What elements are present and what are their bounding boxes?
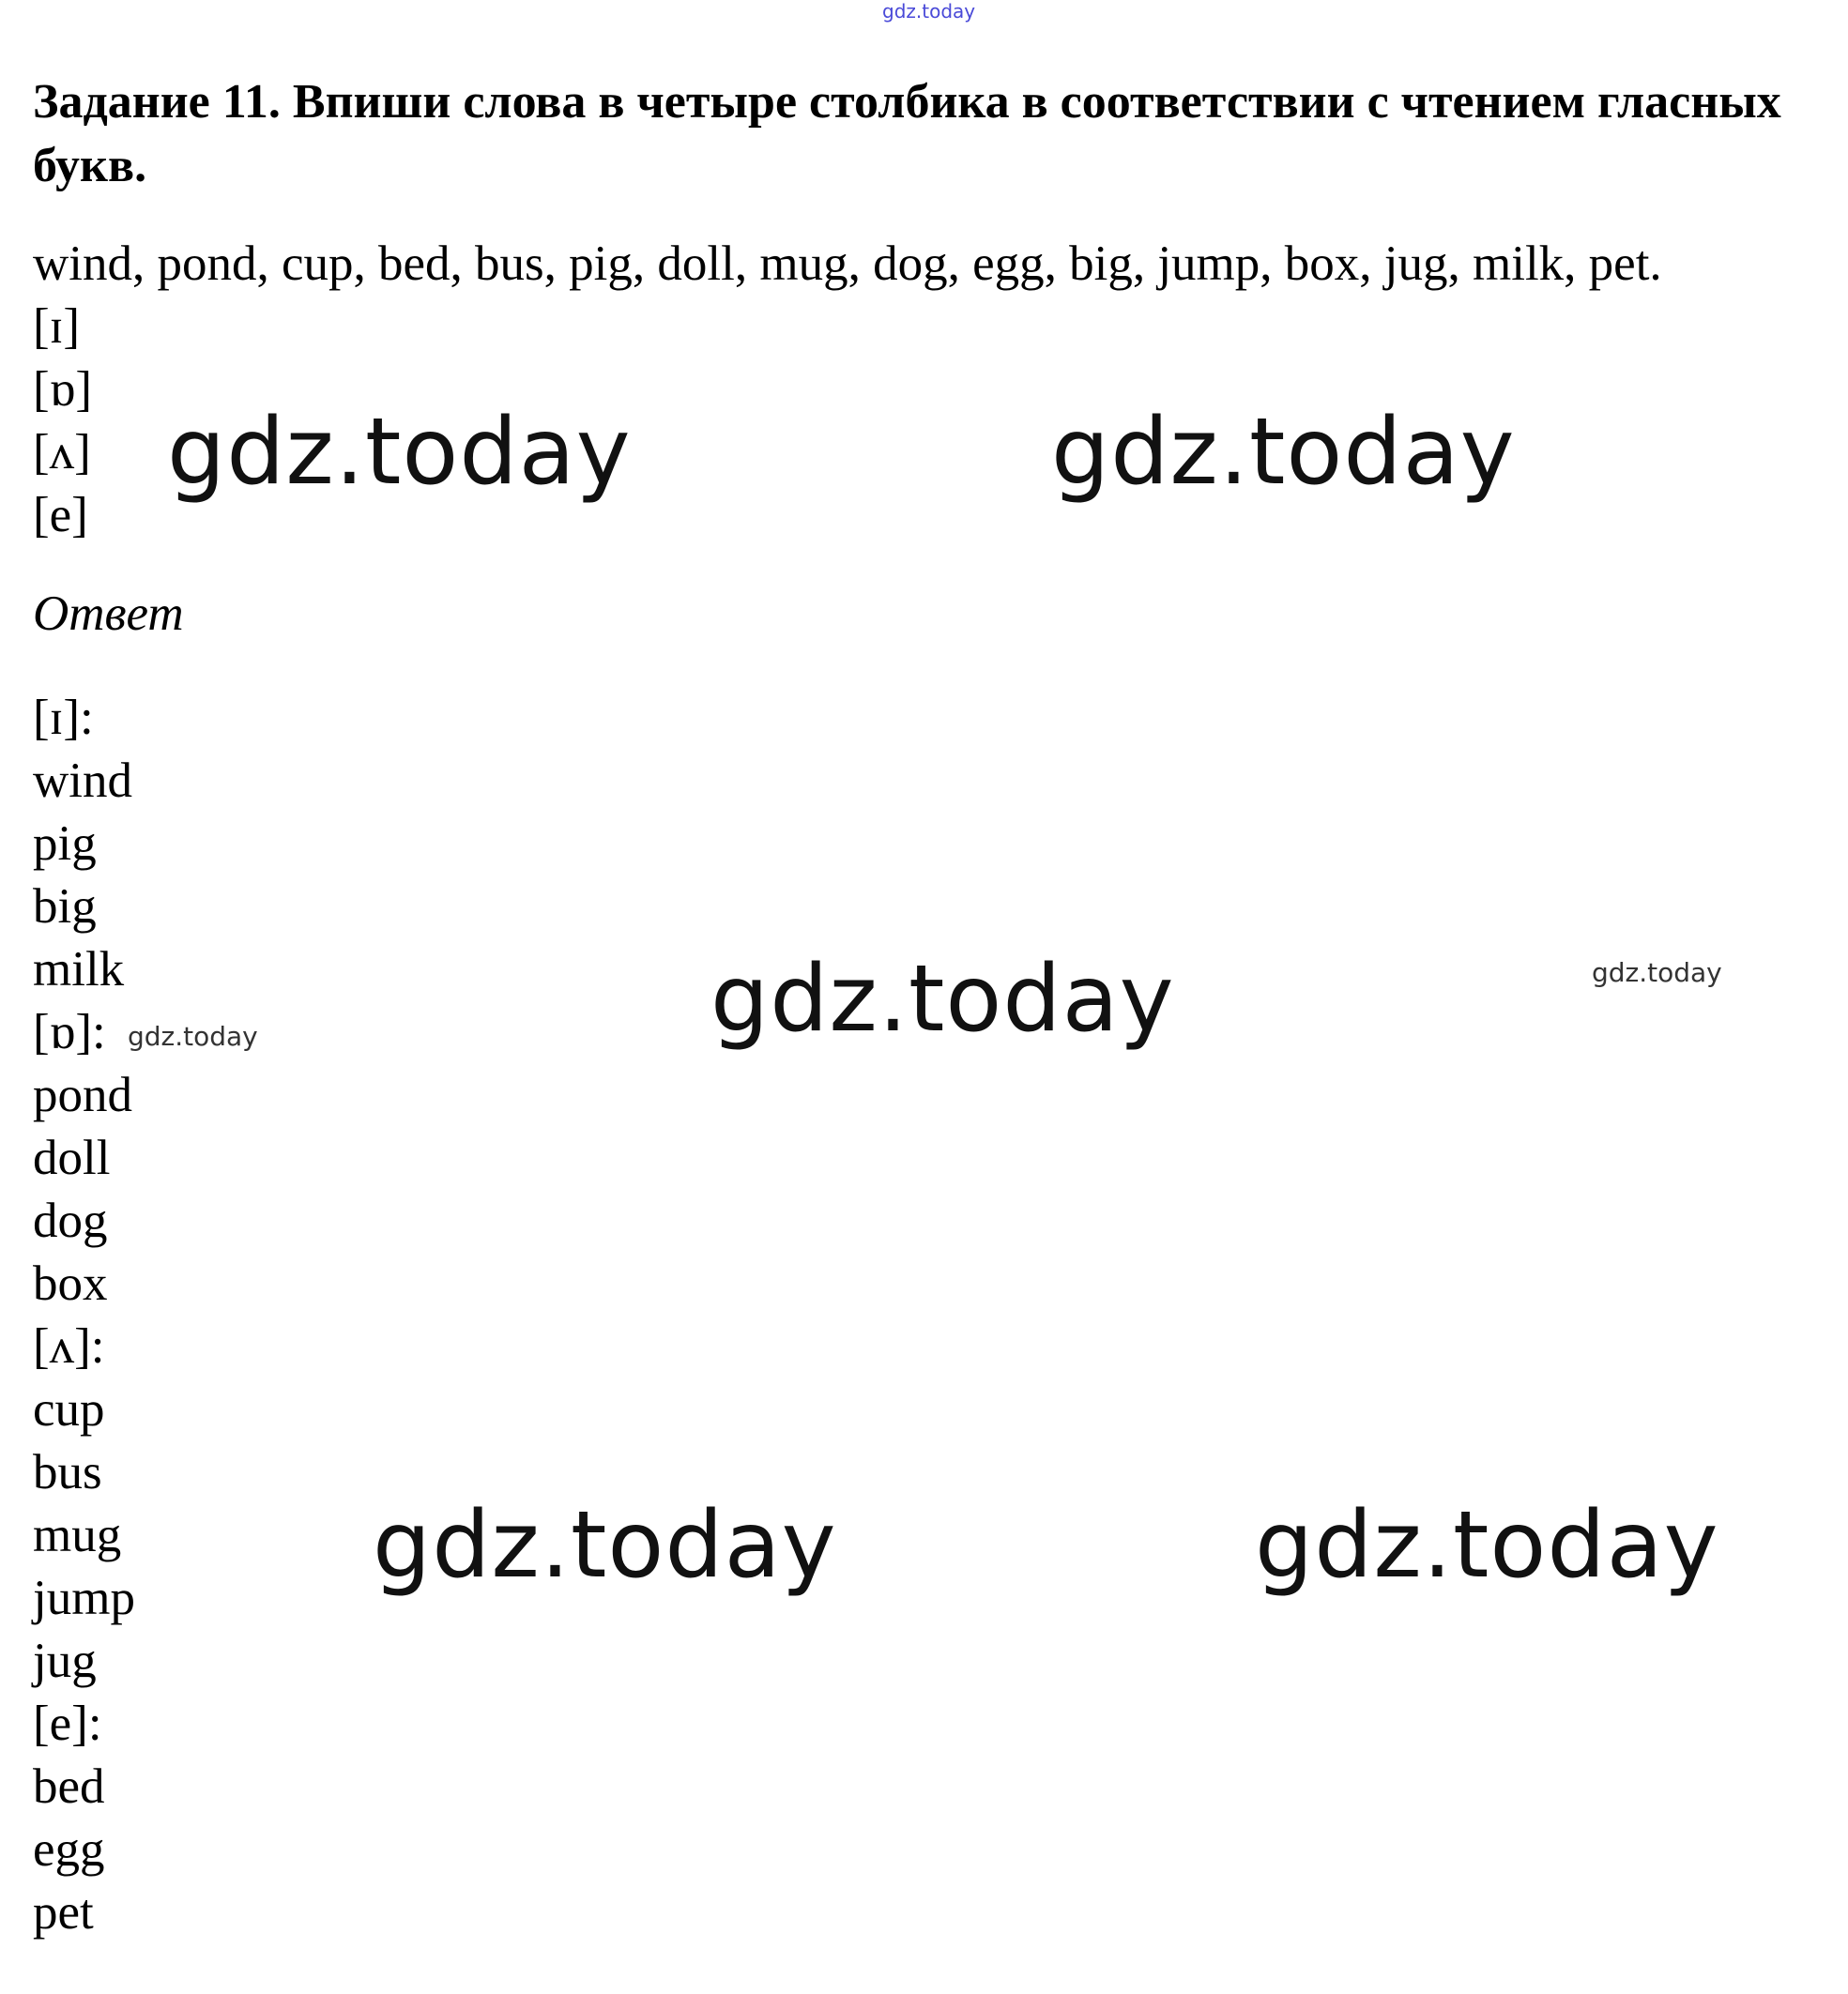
answer-list <box>33 687 135 1944</box>
answer-group-heading: [ɒ]: <box>33 1005 106 1059</box>
answer-word: big <box>33 879 97 934</box>
watermark: gdz.today <box>128 1021 258 1052</box>
sound-heading: [ʌ] <box>33 425 91 479</box>
answer-word: pig <box>33 816 97 871</box>
top-watermark: gdz.today <box>882 0 976 23</box>
answer-word: milk <box>33 942 125 997</box>
answer-word: wind <box>33 753 132 808</box>
answer-group-heading: [e]: <box>33 1697 102 1751</box>
sound-heading: [e] <box>33 488 88 542</box>
answer-word: dog <box>33 1194 108 1248</box>
answer-group-heading: [ɪ]: <box>33 691 94 745</box>
watermark: gdz.today <box>1051 399 1516 506</box>
watermark: gdz.today <box>167 399 632 506</box>
watermark: gdz.today <box>1592 957 1722 988</box>
answer-word: jug <box>33 1634 97 1688</box>
answer-word: box <box>33 1256 108 1311</box>
answer-word: egg <box>33 1822 105 1877</box>
answer-word: doll <box>33 1131 111 1185</box>
answer-group-heading: [ʌ]: <box>33 1319 105 1374</box>
answer-word: cup <box>33 1382 105 1437</box>
task-title: Задание 11. Впиши слова в четыре столбика в соответствии с чтением гласных букв. <box>33 75 1781 192</box>
watermark: gdz.today <box>1255 1492 1719 1599</box>
watermark: gdz.today <box>710 946 1175 1053</box>
answer-word: bus <box>33 1445 102 1499</box>
answer-word: jump <box>33 1571 135 1625</box>
answer-word: pond <box>33 1068 132 1122</box>
answer-word: pet <box>33 1885 94 1940</box>
sound-heading: [ɪ] <box>33 299 81 354</box>
answer-label: Ответ <box>33 586 184 641</box>
watermark: gdz.today <box>373 1492 837 1599</box>
sound-column-headings <box>33 296 92 547</box>
word-list: wind, pond, cup, bed, bus, pig, doll, mug, dog, egg, big, jump, box, jug, milk, pet. <box>33 236 1662 291</box>
answer-word: mug <box>33 1508 122 1562</box>
sound-heading: [ɒ] <box>33 362 93 417</box>
answer-word: bed <box>33 1759 105 1814</box>
